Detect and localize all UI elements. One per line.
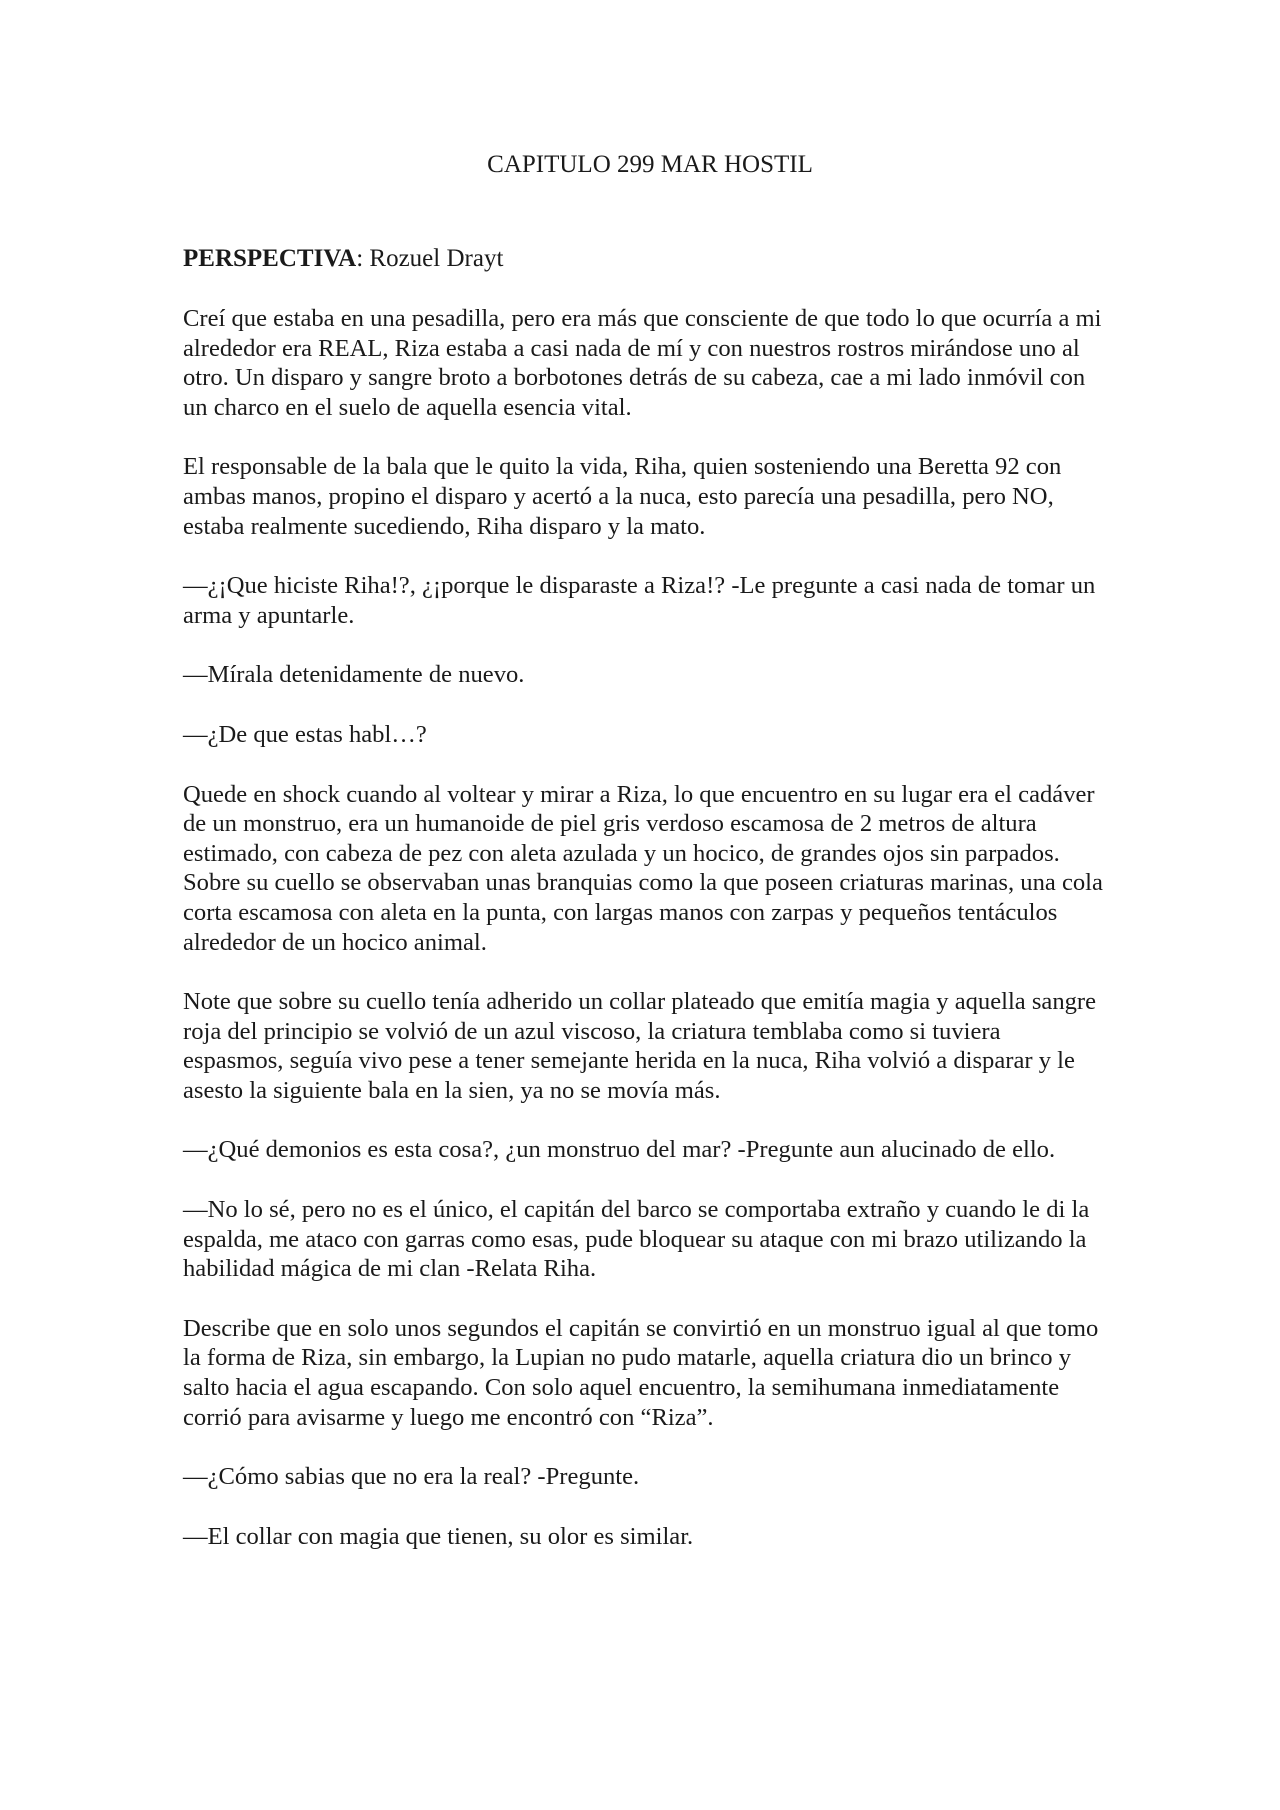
perspective-line — [183, 244, 1103, 274]
chapter-title: CAPITULO 299 MAR HOSTIL — [487, 151, 813, 178]
paragraph: Note que sobre su cuello tenía adherido un collar plateado que emitía magia y aquella sangre roja del principio se volvió de un azul viscoso, la criatura temblaba como si tuviera espasmos, seguía vivo pese a tener semejante herida en la nuca, Riha volvió a disparar y le asesto la siguiente bala en la sien, ya no se movía más. — [183, 988, 1097, 1104]
dialogue-paragraph: —¿¡Que hiciste Riha!?, ¿¡porque le disparaste a Riza!? -Le pregunte a casi nada de tomar un arma y apuntarle. — [183, 572, 1096, 629]
dialogue-paragraph: —No lo sé, pero no es el único, el capitán del barco se comportaba extraño y cuando le di la espalda, me ataco con garras como esas, pude bloquear su ataque con mi brazo utilizando la habilidad mágica de mi clan -Relata Riha. — [183, 1196, 1090, 1283]
dialogue-paragraph: —El collar con magia que tienen, su olor es similar. — [183, 1522, 694, 1550]
paragraph: El responsable de la bala que le quito la vida, Riha, quien sosteniendo una Beretta 92 con ambas manos, propino el disparo y acertó a la nuca, esto parecía una pesadilla, pero NO, estaba realmente sucediendo, Riha disparo y la mato. — [183, 453, 1062, 540]
perspective-value: Rozuel Drayt — [363, 245, 504, 272]
paragraph: Creí que estaba en una pesadilla, pero era más que consciente de que todo lo que ocurría a mi alrededor era REAL, Riza estaba a casi nada de mí y con nuestros rostros mirándose uno al otro. Un disparo y sangre broto a borbotones detrás de su cabeza, cae a mi lado inmóvil con un charco en el suelo de aquella esencia vital. — [183, 305, 1102, 421]
dialogue-paragraph: —Mírala detenidamente de nuevo. — [183, 661, 525, 689]
dialogue-paragraph: —¿Qué demonios es esta cosa?, ¿un monstruo del mar? -Pregunte aun alucinado de ello. — [183, 1136, 1056, 1164]
document-page — [183, 150, 1103, 1551]
dialogue-paragraph: —¿De que estas habl…? — [183, 720, 427, 748]
perspective-label: PERSPECTIVA — [183, 245, 357, 272]
dialogue-paragraph: —¿Cómo sabias que no era la real? -Pregunte. — [183, 1463, 640, 1491]
perspective-separator: : — [356, 245, 364, 272]
paragraph: Describe que en solo unos segundos el capitán se convirtió en un monstruo igual al que tomo la forma de Riza, sin embargo, la Lupian no pudo matarle, aquella criatura dio un brinco y salto hacia el agua escapando. Con solo aquel encuentro, la semihumana inmediatamente corrió para avisarme y luego me encontró con “Riza”. — [183, 1314, 1099, 1431]
paragraph: Quede en shock cuando al voltear y mirar a Riza, lo que encuentro en su lugar era el cadáver de un monstruo, era un humanoide de piel gris verdoso escamosa de 2 metros de altura estimado, con cabeza de pez con aleta azulada y un hocico, de grandes ojos sin parpados. Sobre su cuello se observaban unas branquias como la que poseen criaturas marinas, una cola corta escamosa con aleta en la punta, con largas manos con zarpas y pequeños tentáculos alrededor de un hocico animal. — [183, 780, 1103, 956]
